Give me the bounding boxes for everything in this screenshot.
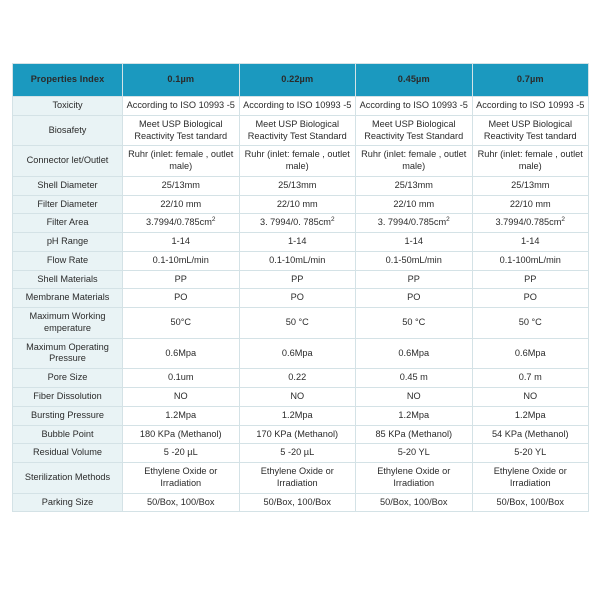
cell-residual-volume-col4: 5-20 YL	[472, 444, 589, 463]
cell-connector-let-outlet-col4: Ruhr (inlet: female , outlet male)	[472, 146, 589, 177]
cell-pore-size-col2: 0.22	[239, 369, 356, 388]
cell-maximum-operating-pressure-col4: 0.6Mpa	[472, 338, 589, 369]
cell-connector-let-outlet-col2: Ruhr (inlet: female , outlet male)	[239, 146, 356, 177]
cell-ph-range-col3: 1-14	[356, 233, 473, 252]
row-label-filter-diameter: Filter Diameter	[13, 195, 123, 214]
table-row	[13, 425, 589, 444]
table-row	[13, 289, 589, 308]
cell-fiber-dissolution-col1: NO	[123, 388, 240, 407]
cell-maximum-working-emperature-col1: 50°C	[123, 308, 240, 339]
cell-sterilization-methods-col1: Ethylene Oxide or Irradiation	[123, 463, 240, 494]
row-label-bubble-point: Bubble Point	[13, 425, 123, 444]
superscript-exponent: 2	[211, 216, 216, 224]
column-header-0-22um: 0.22µm	[239, 64, 356, 97]
cell-shell-diameter-col4: 25/13mm	[472, 176, 589, 195]
cell-bubble-point-col3: 85 KPa (Methanol)	[356, 425, 473, 444]
row-label-maximum-working-emperature: Maximum Working emperature	[13, 308, 123, 339]
cell-filter-area-col1: $3.7994/0.785cm^2$	[123, 214, 240, 233]
row-label-connector-let-outlet: Connector let/Outlet	[13, 146, 123, 177]
cell-shell-diameter-col1: 25/13mm	[123, 176, 240, 195]
cell-ph-range-col4: 1-14	[472, 233, 589, 252]
cell-sterilization-methods-col3: Ethylene Oxide or Irradiation	[356, 463, 473, 494]
cell-parking-size-col3: 50/Box, 100/Box	[356, 493, 473, 512]
superscript-exponent: 2	[330, 216, 335, 224]
column-header-properties-index: Properties Index	[13, 64, 123, 97]
superscript-exponent: 2	[561, 216, 565, 224]
cell-toxicity-col3: According to ISO 10993 -5	[356, 97, 473, 116]
cell-bubble-point-col4: 54 KPa (Methanol)	[472, 425, 589, 444]
column-header-0-7um: 0.7µm	[472, 64, 589, 97]
table-row	[13, 406, 589, 425]
cell-fiber-dissolution-col4: NO	[472, 388, 589, 407]
row-label-shell-materials: Shell Materials	[13, 270, 123, 289]
cell-membrane-materials-col3: PO	[356, 289, 473, 308]
cell-shell-diameter-col3: 25/13mm	[356, 176, 473, 195]
row-label-sterilization-methods: Sterilization Methods	[13, 463, 123, 494]
spec-table-container	[12, 63, 588, 512]
cell-shell-materials-col3: PP	[356, 270, 473, 289]
cell-connector-let-outlet-col1: Ruhr (inlet: female , outlet male)	[123, 146, 240, 177]
cell-pore-size-col1: 0.1um	[123, 369, 240, 388]
table-row	[13, 146, 589, 177]
cell-biosafety-col1: Meet USP Biological Reactivity Test tandard	[123, 115, 240, 146]
cell-pore-size-col4: 0.7 m	[472, 369, 589, 388]
cell-biosafety-col2: Meet USP Biological Reactivity Test Standard	[239, 115, 356, 146]
cell-filter-area-col3: 3. $7994/0.785cm^2$	[356, 214, 473, 233]
row-label-residual-volume: Residual Volume	[13, 444, 123, 463]
cell-fiber-dissolution-col2: NO	[239, 388, 356, 407]
row-label-membrane-materials: Membrane Materials	[13, 289, 123, 308]
row-label-maximum-operating-pressure: Maximum Operating Pressure	[13, 338, 123, 369]
cell-maximum-operating-pressure-col3: 0.6Mpa	[356, 338, 473, 369]
table-row	[13, 195, 589, 214]
cell-ph-range-col1: 1-14	[123, 233, 240, 252]
cell-biosafety-col4: Meet USP Biological Reactivity Test tandard	[472, 115, 589, 146]
cell-maximum-working-emperature-col2: 50 °C	[239, 308, 356, 339]
row-label-parking-size: Parking Size	[13, 493, 123, 512]
row-label-bursting-pressure: Bursting Pressure	[13, 406, 123, 425]
row-label-biosafety: Biosafety	[13, 115, 123, 146]
cell-maximum-working-emperature-col3: 50 °C	[356, 308, 473, 339]
cell-filter-diameter-col3: 22/10 mm	[356, 195, 473, 214]
cell-shell-materials-col1: PP	[123, 270, 240, 289]
table-row	[13, 251, 589, 270]
row-label-ph-range: pH Range	[13, 233, 123, 252]
row-label-fiber-dissolution: Fiber Dissolution	[13, 388, 123, 407]
superscript-exponent: 2	[446, 216, 450, 224]
cell-shell-materials-col2: PP	[239, 270, 356, 289]
cell-shell-diameter-col2: 25/13mm	[239, 176, 356, 195]
table-row	[13, 369, 589, 388]
cell-connector-let-outlet-col3: Ruhr (inlet: female , outlet male)	[356, 146, 473, 177]
cell-fiber-dissolution-col3: NO	[356, 388, 473, 407]
cell-filter-diameter-col1: 22/10 mm	[123, 195, 240, 214]
cell-shell-materials-col4: PP	[472, 270, 589, 289]
cell-flow-rate-col1: 0.1-10mL/min	[123, 251, 240, 270]
cell-filter-diameter-col4: 22/10 mm	[472, 195, 589, 214]
cell-parking-size-col1: 50/Box, 100/Box	[123, 493, 240, 512]
cell-ph-range-col2: 1-14	[239, 233, 356, 252]
table-row	[13, 233, 589, 252]
cell-bursting-pressure-col4: 1.2Mpa	[472, 406, 589, 425]
cell-bursting-pressure-col3: 1.2Mpa	[356, 406, 473, 425]
cell-flow-rate-col2: 0.1-10mL/min	[239, 251, 356, 270]
table-row	[13, 444, 589, 463]
cell-maximum-operating-pressure-col2: 0.6Mpa	[239, 338, 356, 369]
row-label-toxicity: Toxicity	[13, 97, 123, 116]
cell-residual-volume-col3: 5-20 YL	[356, 444, 473, 463]
cell-sterilization-methods-col4: Ethylene Oxide or Irradiation	[472, 463, 589, 494]
cell-residual-volume-col1: 5 -20 µL	[123, 444, 240, 463]
cell-bubble-point-col2: 170 KPa (Methanol)	[239, 425, 356, 444]
table-body	[13, 97, 589, 512]
cell-membrane-materials-col2: PO	[239, 289, 356, 308]
column-header-0-1um: 0.1µm	[123, 64, 240, 97]
table-row	[13, 388, 589, 407]
cell-toxicity-col4: According to ISO 10993 -5	[472, 97, 589, 116]
table-row	[13, 338, 589, 369]
cell-filter-area-col2: 3. 7994/0. $785cm^2$	[239, 214, 356, 233]
cell-maximum-working-emperature-col4: 50 °C	[472, 308, 589, 339]
cell-bursting-pressure-col1: 1.2Mpa	[123, 406, 240, 425]
cell-sterilization-methods-col2: Ethylene Oxide or Irradiation	[239, 463, 356, 494]
table-row	[13, 115, 589, 146]
cell-bubble-point-col1: 180 KPa (Methanol)	[123, 425, 240, 444]
table-row	[13, 463, 589, 494]
row-label-pore-size: Pore Size	[13, 369, 123, 388]
row-label-flow-rate: Flow Rate	[13, 251, 123, 270]
row-label-filter-area: Filter Area	[13, 214, 123, 233]
table-row	[13, 493, 589, 512]
cell-membrane-materials-col1: PO	[123, 289, 240, 308]
cell-parking-size-col4: 50/Box, 100/Box	[472, 493, 589, 512]
cell-filter-diameter-col2: 22/10 mm	[239, 195, 356, 214]
table-row	[13, 97, 589, 116]
cell-membrane-materials-col4: PO	[472, 289, 589, 308]
cell-maximum-operating-pressure-col1: 0.6Mpa	[123, 338, 240, 369]
cell-pore-size-col3: 0.45 m	[356, 369, 473, 388]
cell-flow-rate-col4: 0.1-100mL/min	[472, 251, 589, 270]
column-header-0-45um: 0.45µm	[356, 64, 473, 97]
table-header-row	[13, 64, 589, 97]
cell-flow-rate-col3: 0.1-50mL/min	[356, 251, 473, 270]
cell-biosafety-col3: Meet USP Biological Reactivity Test Standard	[356, 115, 473, 146]
cell-filter-area-col4: $3.7994/0.785cm^2$	[472, 214, 589, 233]
row-label-shell-diameter: Shell Diameter	[13, 176, 123, 195]
table-row	[13, 214, 589, 233]
cell-residual-volume-col2: 5 -20 µL	[239, 444, 356, 463]
filter-specifications-table	[12, 63, 589, 512]
table-row	[13, 270, 589, 289]
cell-bursting-pressure-col2: 1.2Mpa	[239, 406, 356, 425]
cell-toxicity-col2: According to ISO 10993 -5	[239, 97, 356, 116]
cell-toxicity-col1: According to ISO 10993 -5	[123, 97, 240, 116]
table-row	[13, 176, 589, 195]
table-row	[13, 308, 589, 339]
table-header	[13, 64, 589, 97]
cell-parking-size-col2: 50/Box, 100/Box	[239, 493, 356, 512]
